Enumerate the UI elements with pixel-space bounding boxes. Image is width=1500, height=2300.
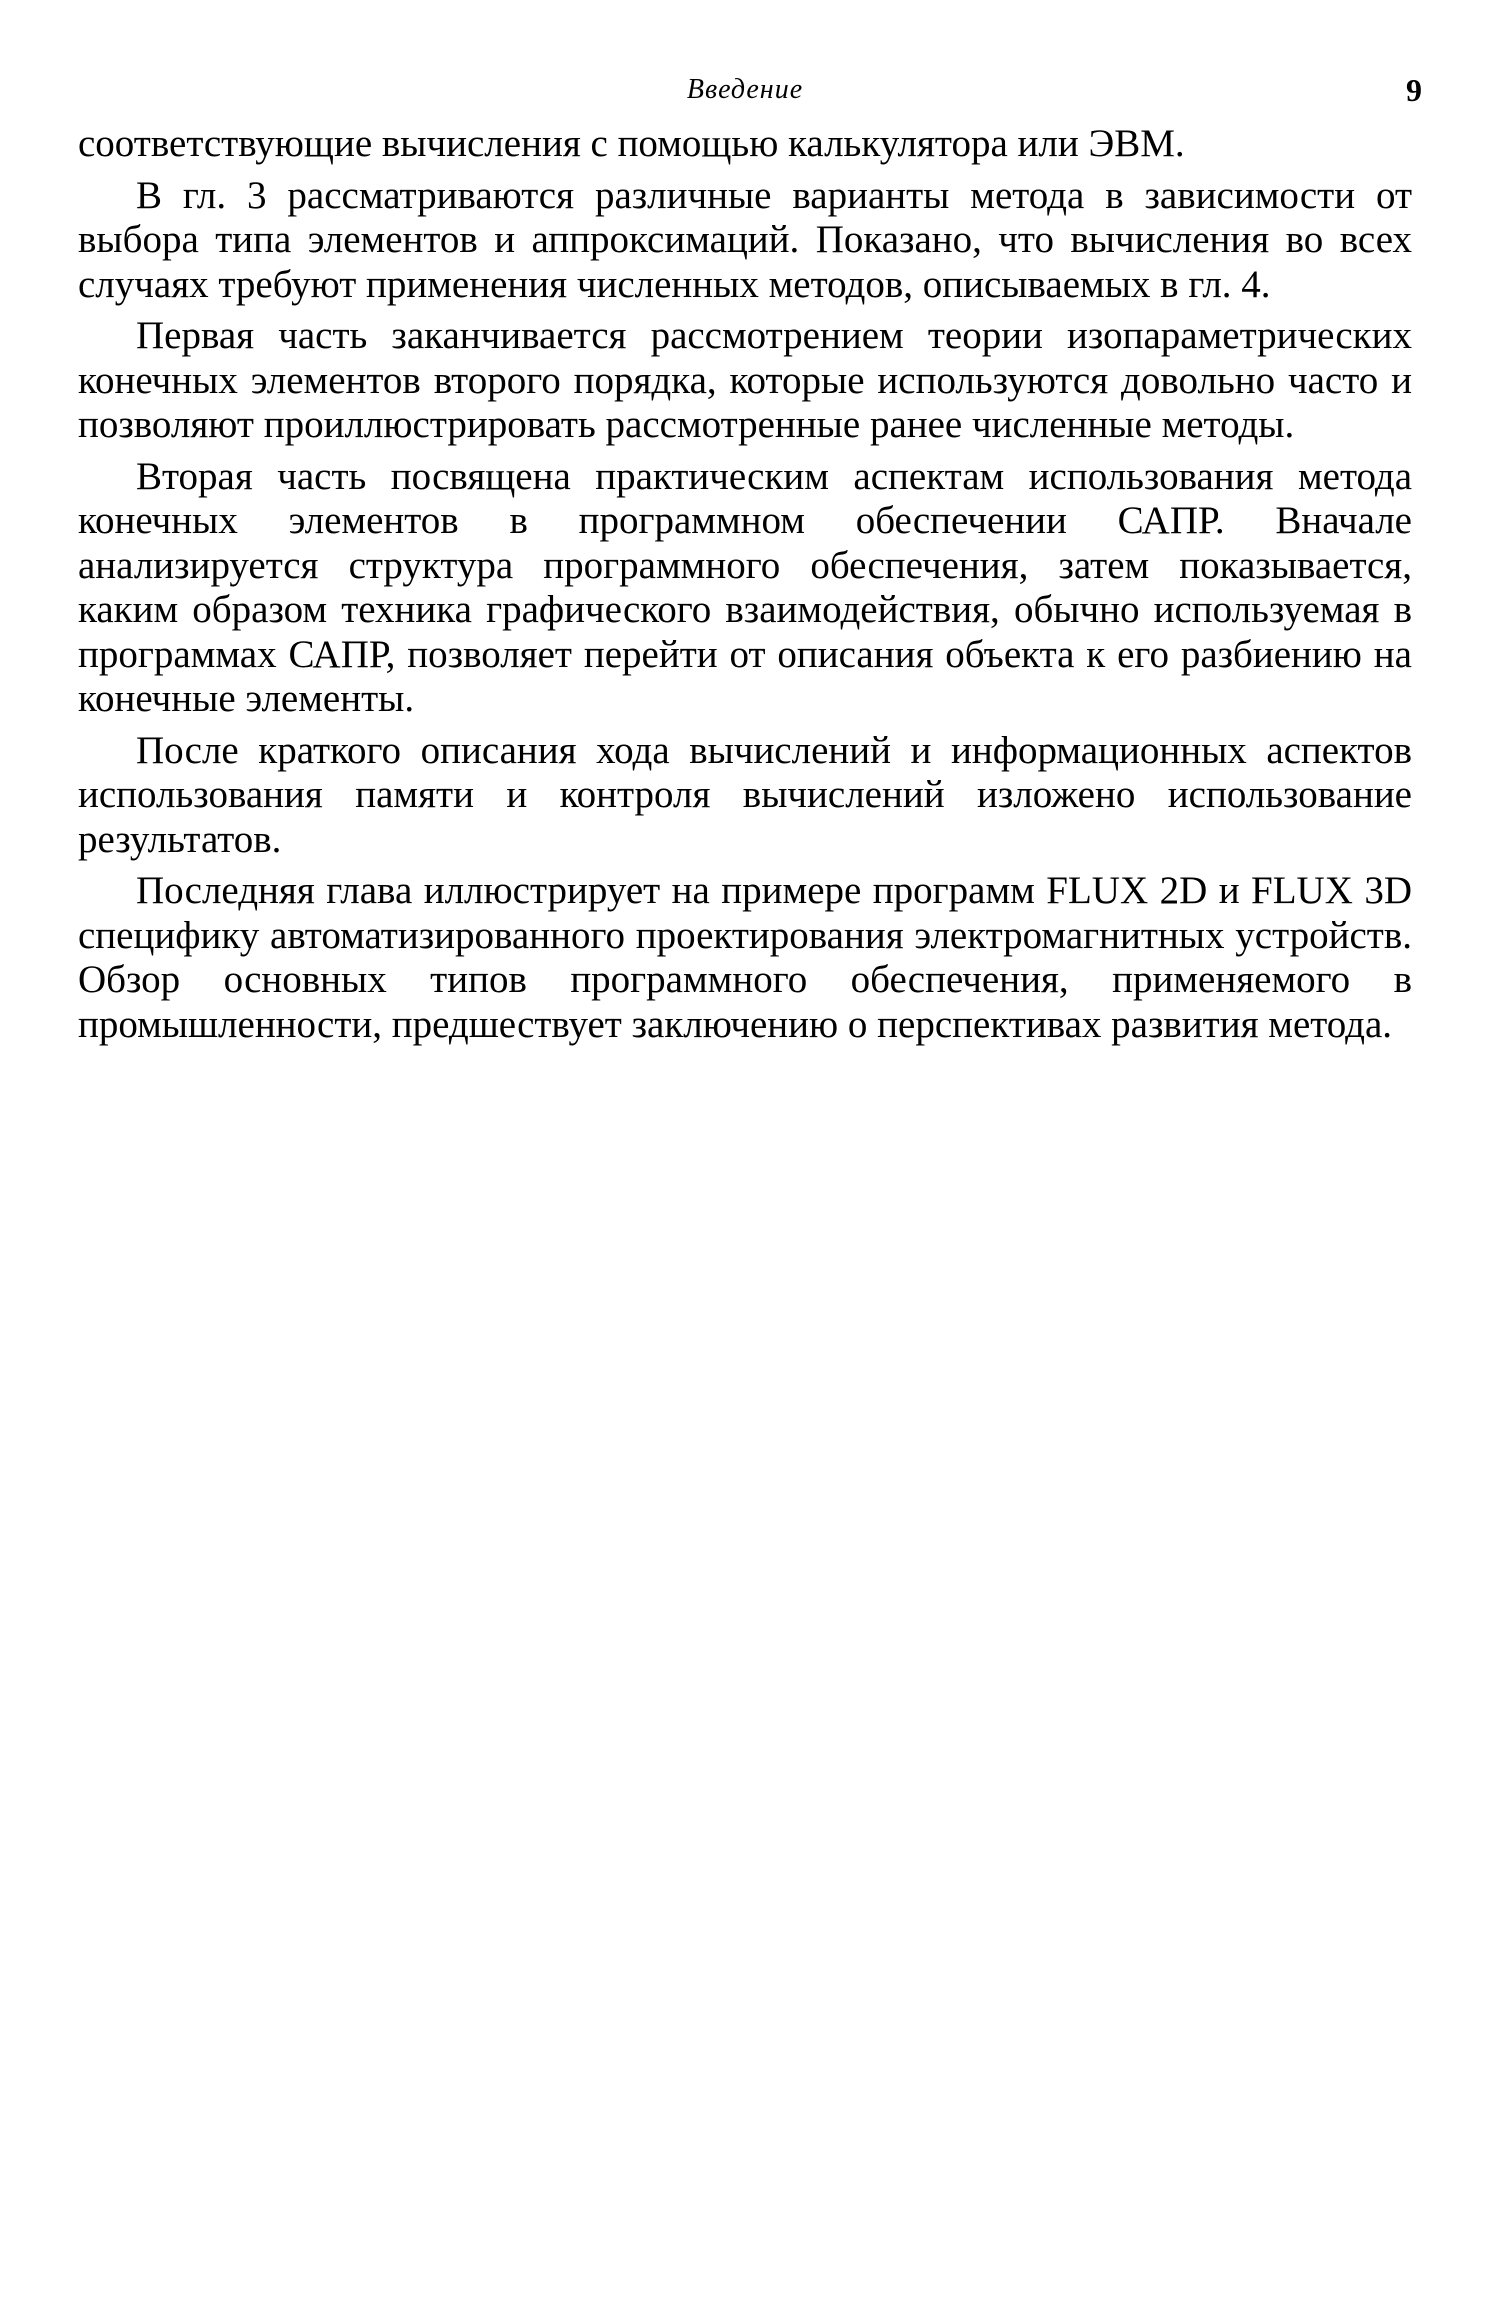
running-title: Введение [686, 74, 804, 105]
body-text [78, 122, 1412, 1047]
paragraph-part-two: Вторая часть посвящена практическим аспектам использования метода конечных элементов в программном обеспечении САПР. Вначале анализируется структура программного обеспечения, затем показывается, каким образом техника графического взаимодействия, обычно используемая в программах САПР, позволяет перейти от описания объекта к его разбиению на конечные элементы. [78, 454, 1412, 720]
paragraph-results: После краткого описания хода вычислений и информационных аспектов использования памяти и контроля вычислений изложено использование результатов. [78, 728, 1412, 861]
book-page [78, 70, 1422, 1054]
paragraph-last-chapter: Последняя глава иллюстрирует на примере программ FLUX 2D и FLUX 3D специфику автоматизированного проектирования электромагнитных устройств. Обзор основных типов программного обеспечения, применяемого в промышленности, предшествует заключению о перспективах развития метода. [78, 869, 1412, 1046]
paragraph-continued: соответствующие вычисления с помощью калькулятора или ЭВМ. [78, 122, 1185, 165]
paragraph-part-one-end: Первая часть заканчивается рассмотрением теории изопараметрических конечных элементов второго порядка, которые используются довольно часто и позволяют проиллюстрировать рассмотренные ранее численные методы. [78, 314, 1412, 446]
running-head [78, 70, 1422, 122]
paragraph-chapter-3: В гл. 3 рассматриваются различные варианты метода в зависимости от выбора типа элементов и аппроксимаций. Показано, что вычисления во всех случаях требуют применения численных методов, описываемых в гл. 4. [78, 173, 1412, 306]
page-number: 9 [1406, 72, 1422, 108]
